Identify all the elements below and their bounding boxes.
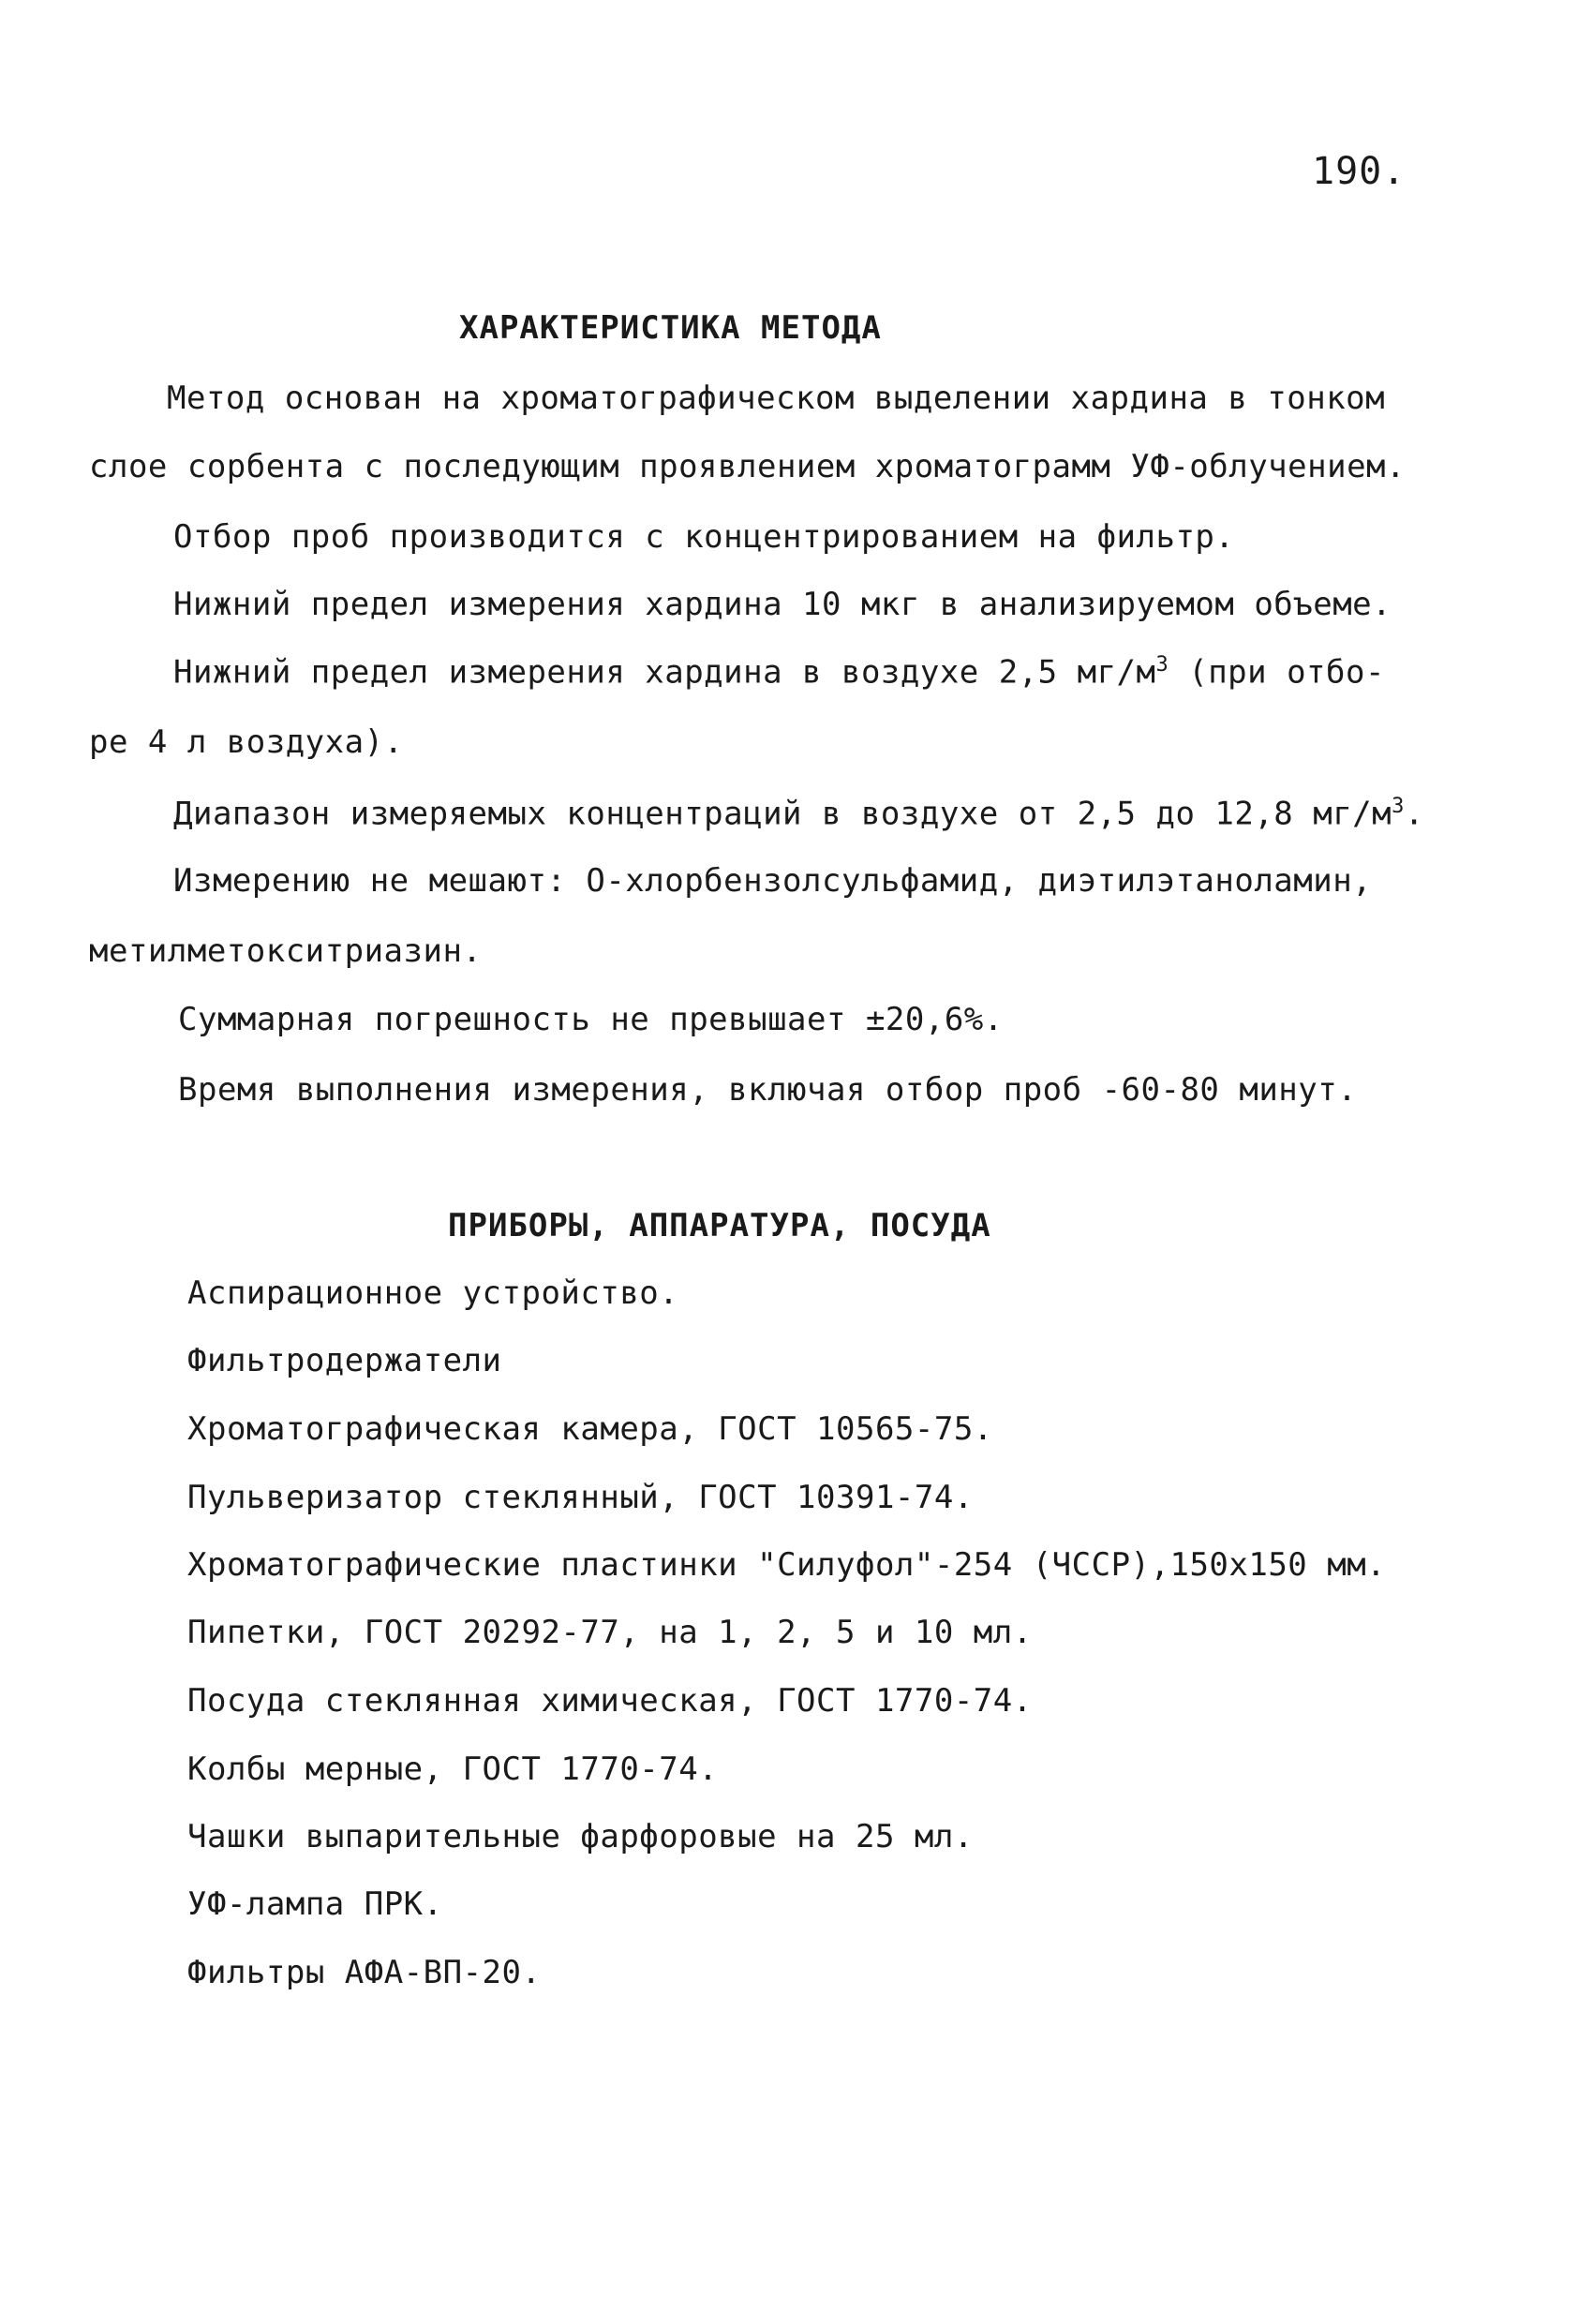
method-line-4: Нижний предел измерения хардина 10 мкг в анализируемом объеме. — [173, 586, 1392, 623]
method-line-7-tail: . — [1404, 795, 1424, 833]
method-line-3: Отбор проб производится с концентрированием на фильтр. — [173, 518, 1235, 556]
method-line-7-superscript: 3 — [1392, 795, 1405, 818]
method-line-2: слое сорбента с последующим проявлением хроматограмм УФ-облучением. — [89, 448, 1406, 485]
equipment-item-7: Посуда стеклянная химическая, ГОСТ 1770-74. — [187, 1682, 1033, 1720]
equipment-item-1: Аспирационное устройство. — [187, 1274, 679, 1312]
method-line-10 — [178, 1001, 1004, 1038]
method-line-10-text: Суммарная погрешность не превышает — [178, 1001, 866, 1038]
page-number: 190. — [1312, 150, 1407, 193]
equipment-item-10: УФ-лампа ПРК. — [187, 1885, 443, 1923]
method-line-10-value: ±20,6%. — [865, 1001, 1004, 1038]
equipment-item-11: Фильтры АФА-ВП-20. — [187, 1954, 542, 1991]
method-line-5-superscript: 3 — [1155, 653, 1169, 677]
method-line-9: метилметокситриазин. — [89, 932, 483, 970]
equipment-heading: ПРИБОРЫ, АППАРАТУРА, ПОСУДА — [448, 1207, 991, 1244]
method-heading: ХАРАКТЕРИСТИКА МЕТОДА — [459, 309, 882, 347]
method-line-5 — [173, 653, 1385, 691]
equipment-item-6: Пипетки, ГОСТ 20292-77, на 1, 2, 5 и 10 мл. — [187, 1614, 1033, 1651]
method-line-6: ре 4 л воздуха). — [89, 723, 404, 761]
method-line-7 — [173, 795, 1424, 832]
method-line-5-text: Нижний предел измерения хардина в воздухе 2,5 мг/м — [173, 653, 1156, 692]
equipment-item-8: Колбы мерные, ГОСТ 1770-74. — [187, 1750, 719, 1788]
method-line-7-text: Диапазон измеряемых концентраций в воздухе от 2,5 до 12,8 мг/м — [173, 795, 1392, 833]
equipment-item-2: Фильтродержатели — [187, 1342, 502, 1379]
method-line-8: Измерению не мешают: О-хлорбензолсульфамид, диэтилэтаноламин, — [173, 862, 1373, 900]
method-line-5-tail: (при отбо- — [1169, 653, 1385, 692]
method-line-11: Время выполнения измерения, включая отбор проб -60-80 минут. — [178, 1071, 1358, 1109]
equipment-item-5: Хроматографические пластинки "Силуфол"-254 (ЧССР),150х150 мм. — [187, 1546, 1387, 1584]
equipment-item-4: Пульверизатор стеклянный, ГОСТ 10391-74. — [187, 1479, 974, 1516]
equipment-item-9: Чашки выпарительные фарфоровые на 25 мл. — [187, 1818, 974, 1855]
method-line-1: Метод основан на хроматографическом выделении хардина в тонком — [167, 380, 1386, 417]
equipment-item-3: Хроматографическая камера, ГОСТ 10565-75. — [187, 1410, 993, 1448]
